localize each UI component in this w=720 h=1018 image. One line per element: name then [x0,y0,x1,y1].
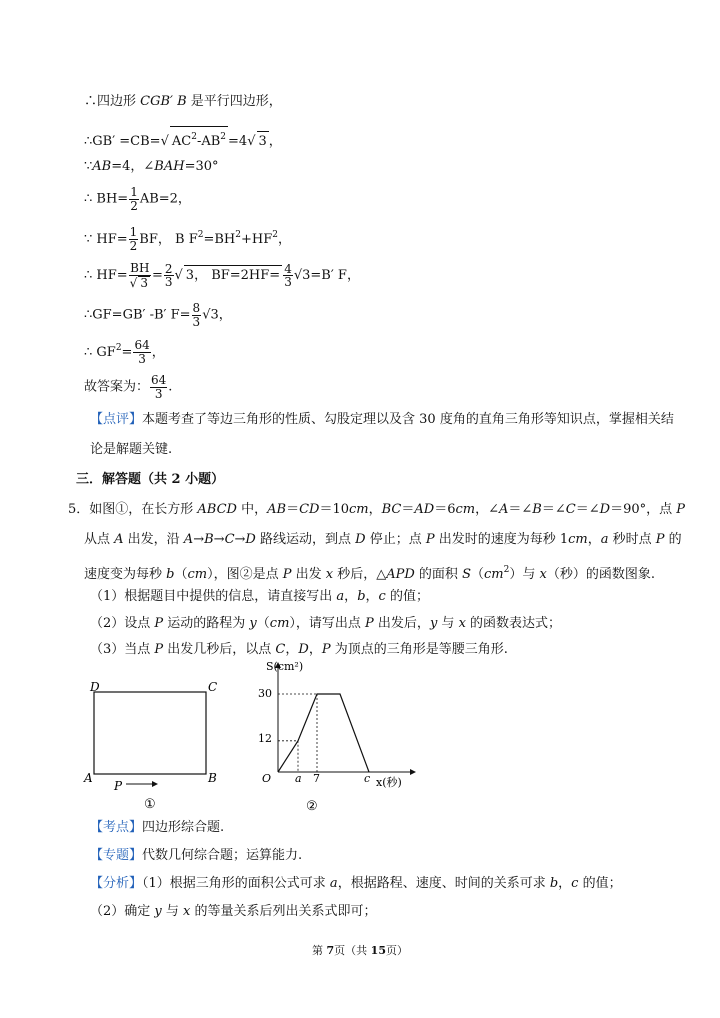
figure-2-caption: ② [306,799,318,814]
text: AC [171,134,192,149]
point-p-label: P [114,779,123,793]
denominator: 3 [164,275,173,290]
text: ∴GB′ =CB= [84,134,161,149]
solution-line-1 [84,92,282,112]
text: 是平行四边形， [186,94,282,109]
text: ∴ HF= [84,268,128,284]
math: AB [92,159,112,174]
text: 3， [210,307,232,323]
math: x [183,904,191,919]
origin-label: O [262,772,272,785]
text: ∵ [84,159,93,174]
text: → [234,532,246,547]
text: 出发 [291,567,326,582]
review-tag: 【点评】 [90,412,143,427]
math: C [275,642,286,657]
solution-line-6 [84,262,360,289]
text: （ [174,567,188,582]
text: ＝10 [319,502,349,517]
answer-line [84,374,172,400]
figure-1-rectangle [80,678,250,813]
text: 速度变为每秒 [84,567,167,582]
math: D [599,502,611,517]
page-footer [0,942,720,958]
numerator: 64 [134,338,150,353]
text: ∴GF=GB′ -B′ F= [84,307,191,323]
text: ＝∠ [508,502,533,517]
math: y [429,616,438,631]
math: P [365,616,374,631]
math: A [183,532,194,547]
kaodian-tag: 【考点】 [90,820,143,835]
text: ，∠ [475,502,499,517]
subquestion-1 [90,587,429,607]
math: c [378,589,386,604]
text: =4，∠ [111,159,155,174]
solution-line-8 [84,338,165,366]
text: ， [151,345,165,360]
text: （1）根据三角形的面积公式可求 [142,876,330,891]
text: （2）确定 [90,904,155,919]
vertex-b-label: B [208,771,217,785]
tick-label-12: 12 [258,732,272,745]
text: =BH [203,232,236,247]
math: C [224,532,235,547]
radicand: 3 [140,275,148,290]
fenxi-line-1 [90,874,622,894]
fenxi-tag: 【分析】 [90,876,143,891]
text: . [168,379,173,395]
text: 的值； [578,876,622,891]
text: 停止；点 [365,532,426,547]
text: （3）当点 [90,642,155,657]
math: P [655,532,665,547]
arrow-head-icon [152,781,158,787]
vertex-a-label: A [84,771,93,785]
numerator: 8 [192,301,201,315]
denominator: 3 [154,386,163,401]
text: 四边形综合题. [142,820,225,835]
math: A [114,532,124,547]
text: ，根据路程、速度、时间的关系可求 [337,876,550,891]
text: 出发时的速度为每秒 1 [434,532,569,547]
sqrt-icon: √ [174,268,183,284]
text: ， [344,589,358,604]
fraction [133,339,150,365]
text: = [151,268,163,284]
text: 的面积 [414,567,463,582]
math: a [600,532,609,547]
sqrt-icon: √ [202,307,211,323]
review-line-2 [90,440,172,460]
text: ， [558,876,572,891]
text: 第 [312,944,327,957]
series-line [278,694,369,772]
math: x [539,567,547,582]
math: AB [267,502,287,517]
text: 与 [161,904,184,919]
solution-line-7 [84,302,232,328]
tick-label-c: c [364,772,371,785]
text: ∴四边形 [84,94,141,109]
text: =4 [228,134,248,149]
math: D [245,532,256,547]
text: ＝90°，点 [610,502,677,517]
math: P [676,502,685,517]
math: AD [414,502,435,517]
math: CGB′ B [140,94,187,109]
exponent: 2 [197,230,204,240]
math: D [355,532,366,547]
math: P [321,642,331,657]
sqrt-icon: √ [129,275,138,290]
fraction [283,263,293,289]
text: 运动的路程为 [163,616,250,631]
fenxi-line-2 [90,902,377,922]
rectangle-abcd [94,692,206,774]
math: y [249,616,257,631]
math: P [425,532,435,547]
radicand: 3， BF=2HF= [184,265,282,286]
text: 出发，沿 [123,532,184,547]
math: BC [381,502,402,517]
tick-label-7: 7 [313,772,320,785]
denominator [129,276,151,290]
math: a [336,589,345,604]
fraction [129,262,151,289]
text: ＝ [401,502,415,517]
math: D [298,642,309,657]
math: cm [187,567,208,582]
sqrt-icon: √ [293,268,303,284]
sqrt-icon: √ [247,134,256,149]
vertex-c-label: C [208,680,218,694]
text: 路线运动，到点 [255,532,356,547]
problem-5-line-2 [84,530,682,550]
text: AB=2， [139,191,191,207]
numerator: BH [130,261,150,275]
fraction [150,374,167,400]
text: 从点 [84,532,115,547]
math: A [499,502,509,517]
text: BF， B F [139,232,198,247]
math: cm [455,502,476,517]
text: =30° [184,159,219,174]
numerator: 1 [130,185,138,199]
kaodian-line [90,818,224,838]
x-axis-label: x(秒) [376,776,402,789]
total-pages: 15 [370,944,386,957]
tick-label-30: 30 [258,687,272,700]
sqrt-icon: √ [160,134,169,149]
math: B [204,532,214,547]
fraction [129,186,139,212]
text: 出发几秒后，以点 [163,642,276,657]
text: ， [365,589,379,604]
math: x [325,567,334,582]
text: -AB [196,134,221,149]
math: b [549,876,559,891]
text: → [193,532,205,547]
text: 页（共 [334,944,371,957]
math: a [329,876,338,891]
text: ， [368,502,382,517]
math: B [532,502,542,517]
text: （2）设点 [90,616,155,631]
math: y [154,904,162,919]
text: ∴ BH= [84,191,129,207]
math: APD [386,567,415,582]
solution-line-2 [84,126,282,152]
solution-line-4 [84,186,191,212]
y-axis-label: S(cm²) [266,660,304,673]
problem-5-line-1 [68,500,685,520]
text: 的函数表达式； [465,616,562,631]
exponent: 2 [115,343,122,353]
exponent: 2 [272,230,278,240]
text: 故答案为： [84,379,150,395]
text: 的 [664,532,682,547]
math: b [357,589,366,604]
math: c [571,876,579,891]
denominator: 2 [129,239,138,253]
text: 的值； [385,589,429,604]
text: 与 [437,616,459,631]
text: ， [268,134,282,149]
tick-label-a: a [295,772,302,785]
text: 5．如图①，在长方形 [68,502,198,517]
section-heading: 三．解答题（共 2 小题） [76,472,225,487]
text: ， [285,642,299,657]
math: P [282,567,292,582]
math: P [154,642,164,657]
math: CD [299,502,320,517]
review-line-1 [90,410,674,430]
numerator: 1 [129,225,138,240]
denominator: 2 [130,198,138,213]
fraction [164,263,174,289]
exponent: 2 [235,230,241,240]
solution-line-5 [84,225,291,253]
text: ， [587,532,601,547]
text: ＝ [286,502,300,517]
subquestion-3 [90,640,508,660]
text: ），图②是点 [207,567,283,582]
text: +HF [240,232,273,247]
exponent: 2 [503,565,510,575]
math: b [166,567,175,582]
numerator: 4 [284,261,292,276]
exponent: 2 [191,132,197,142]
text: = [121,345,133,360]
text: 3=B′ F， [302,268,360,284]
math: cm [483,567,504,582]
solution-line-3 [84,157,219,177]
problem-5-line-3 [84,560,655,585]
text: ∵ HF= [84,232,128,247]
math: cm [568,532,588,547]
fraction [129,226,139,252]
text: （秒）的函数图象. [546,567,655,582]
guide-lines [278,694,317,772]
zhuanti-line [90,846,302,866]
text: ＝6 [434,502,456,517]
fraction [192,302,202,328]
zhuanti-tag: 【专题】 [90,848,143,863]
math: cm [349,502,369,517]
math: cm [269,616,290,631]
figure-2-graph [258,660,418,815]
subquestion-2 [90,614,561,634]
text: ＝∠ [575,502,600,517]
text: ， [308,642,322,657]
math: BAH [154,159,185,174]
exponent: 2 [220,132,227,142]
text: 代数几何综合题；运算能力. [142,848,303,863]
denominator: 3 [192,314,201,329]
text: ＝∠ [541,502,566,517]
text: → [213,532,225,547]
math: S [462,567,471,582]
text: 秒后，△ [333,567,387,582]
text: （ [256,616,270,631]
text: 中， [236,502,268,517]
text: 页） [385,944,408,957]
math: C [565,502,576,517]
math: x [458,616,466,631]
text: 的等量关系后列出关系式即可； [190,904,377,919]
denominator: 3 [284,275,292,290]
math: P [154,616,164,631]
numerator: 64 [151,373,167,387]
vertex-d-label: D [90,680,100,694]
text: 秒时点 [608,532,656,547]
figure-1-caption: ① [144,797,156,812]
numerator: 2 [164,261,173,276]
text: （1）根据题目中提供的信息，请直接写出 [90,589,337,604]
text: ）与 [509,567,540,582]
text: 为顶点的三角形是等腰三角形. [330,642,508,657]
x-axis-arrow-icon [410,769,416,775]
text: ∴ GF [84,345,116,360]
text: ），请写出点 [289,616,366,631]
math: ABCD [197,502,237,517]
radicand [170,126,228,152]
review-text: 论是解题关键. [90,442,173,457]
page-number: 7 [326,944,335,957]
text: 出发后， [373,616,430,631]
radicand: 3 [257,131,269,152]
denominator: 3 [138,352,146,366]
text: ， [277,232,291,247]
text: （ [470,567,484,582]
review-text: 本题考查了等边三角形的性质、勾股定理以及含 30 度角的直角三角形等知识点，掌握相关结 [142,412,674,427]
